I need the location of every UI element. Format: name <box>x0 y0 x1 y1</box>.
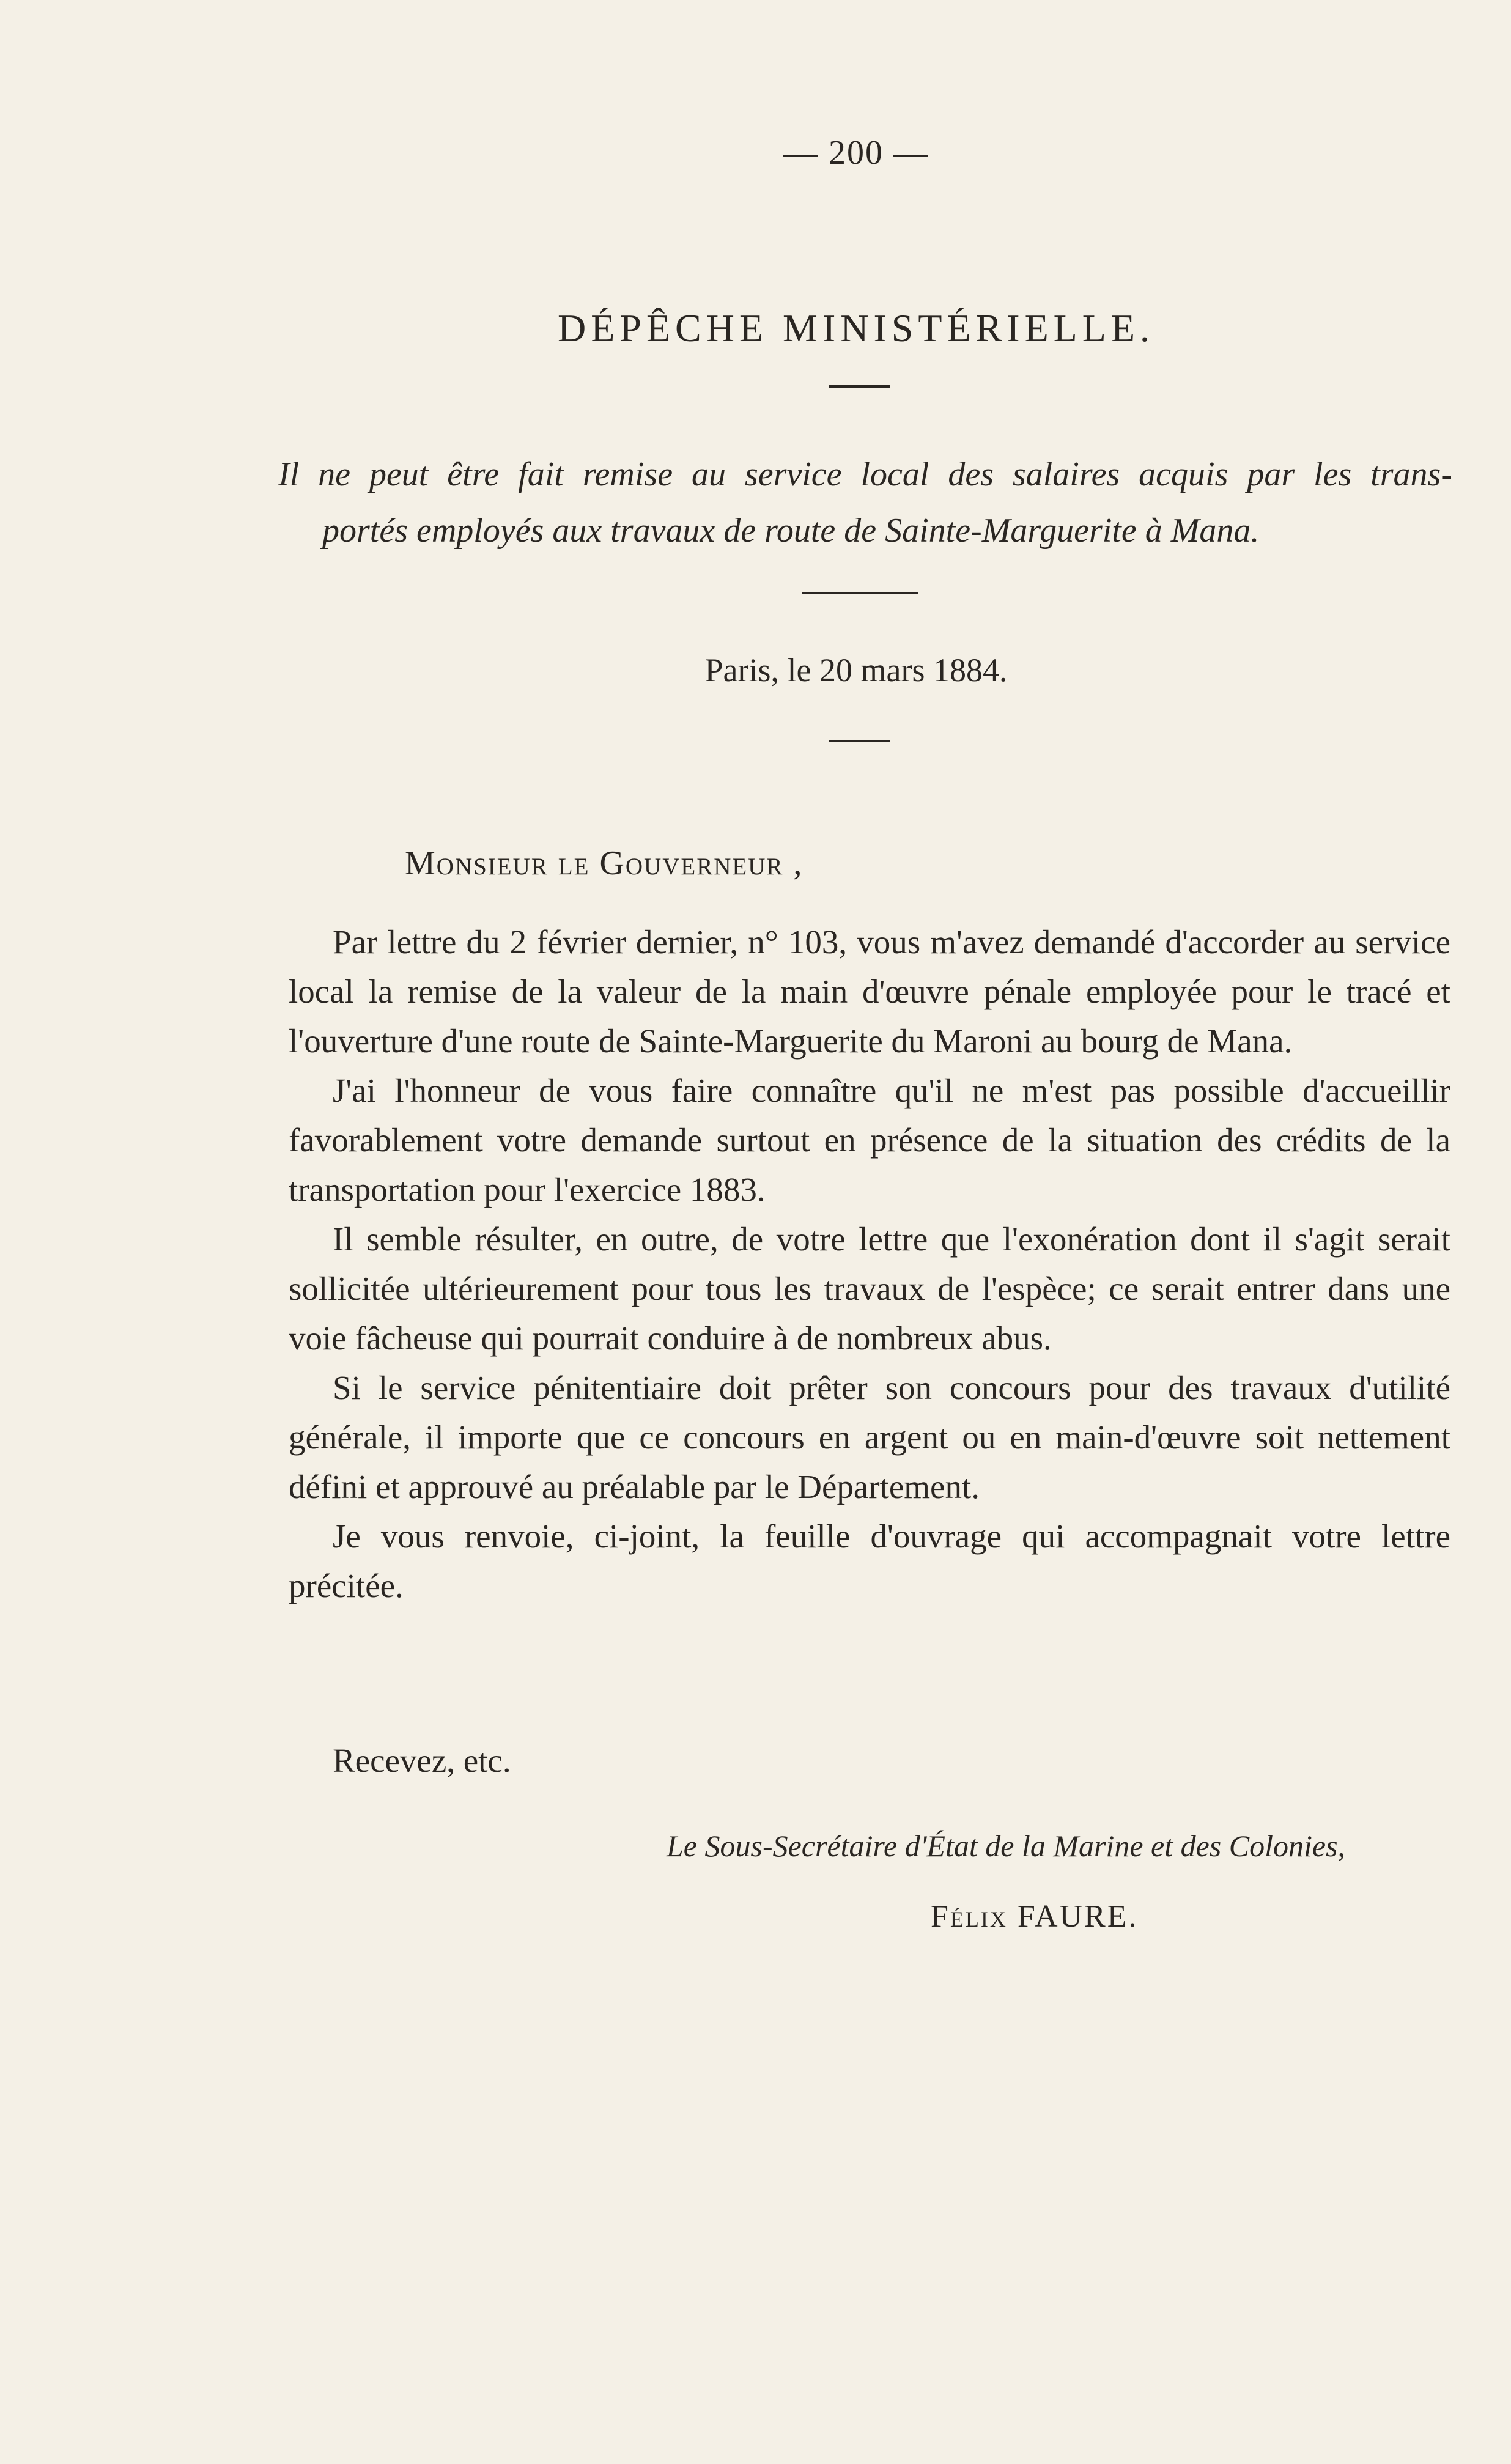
page-number: — 200 — <box>783 134 929 172</box>
letter-body <box>289 917 1450 1610</box>
divider-rule <box>802 592 918 594</box>
dateline: Paris, le 20 mars 1884. <box>704 652 1008 688</box>
body-paragraph: Il semble résulter, en outre, de votre lettre que l'exonération dont il s'agit serait sollicitée ultérieurement pour tous les travaux de l'espèce; ce serait entrer dans une voie fâcheuse qui pourrait conduire à de nombreux abus. <box>289 1220 1450 1357</box>
salutation: Monsieur le Gouverneur , <box>405 844 804 882</box>
signature-name <box>931 1898 1139 1935</box>
closing: Recevez, etc. <box>333 1742 511 1779</box>
divider-rule <box>829 385 890 388</box>
document-summary <box>278 446 1452 559</box>
document-heading: DÉPÊCHE MINISTÉRIELLE. <box>558 306 1154 350</box>
signature-title: Le Sous-Secrétaire d'État de la Marine et des Colonies, <box>667 1829 1346 1863</box>
divider-rule <box>829 740 890 742</box>
signature-first-name: Félix <box>931 1899 1008 1934</box>
summary-line: Il ne peut être fait remise au service local des salaires acquis par les trans- <box>278 456 1452 493</box>
body-paragraph: Par lettre du 2 février dernier, n° 103, vous m'avez demandé d'accorder au service local la remise de la valeur de la main d'œuvre pénale employée pour le tracé et l'ouverture d'une route de Sainte-Marguerite du Maroni au bourg de Mana. <box>289 923 1450 1060</box>
body-paragraph: J'ai l'honneur de vous faire connaître qu'il ne m'est pas possible d'accueillir favorablement votre demande surtout en présence de la situation des crédits de la transportation pour l'exercice 1883. <box>289 1072 1450 1208</box>
signature-last-name: FAURE. <box>1017 1899 1139 1934</box>
body-paragraph: Je vous renvoie, ci-joint, la feuille d'ouvrage qui accompagnait votre lettre précitée. <box>289 1518 1450 1604</box>
body-paragraph: Si le service pénitentiaire doit prêter son concours pour des travaux d'utilité générale, il importe que ce concours en argent ou en main-d'œuvre soit nettement défini et approuvé au préalable par le Département. <box>289 1369 1450 1505</box>
summary-line: portés employés aux travaux de route de Sainte-Marguerite à Mana. <box>322 512 1260 550</box>
